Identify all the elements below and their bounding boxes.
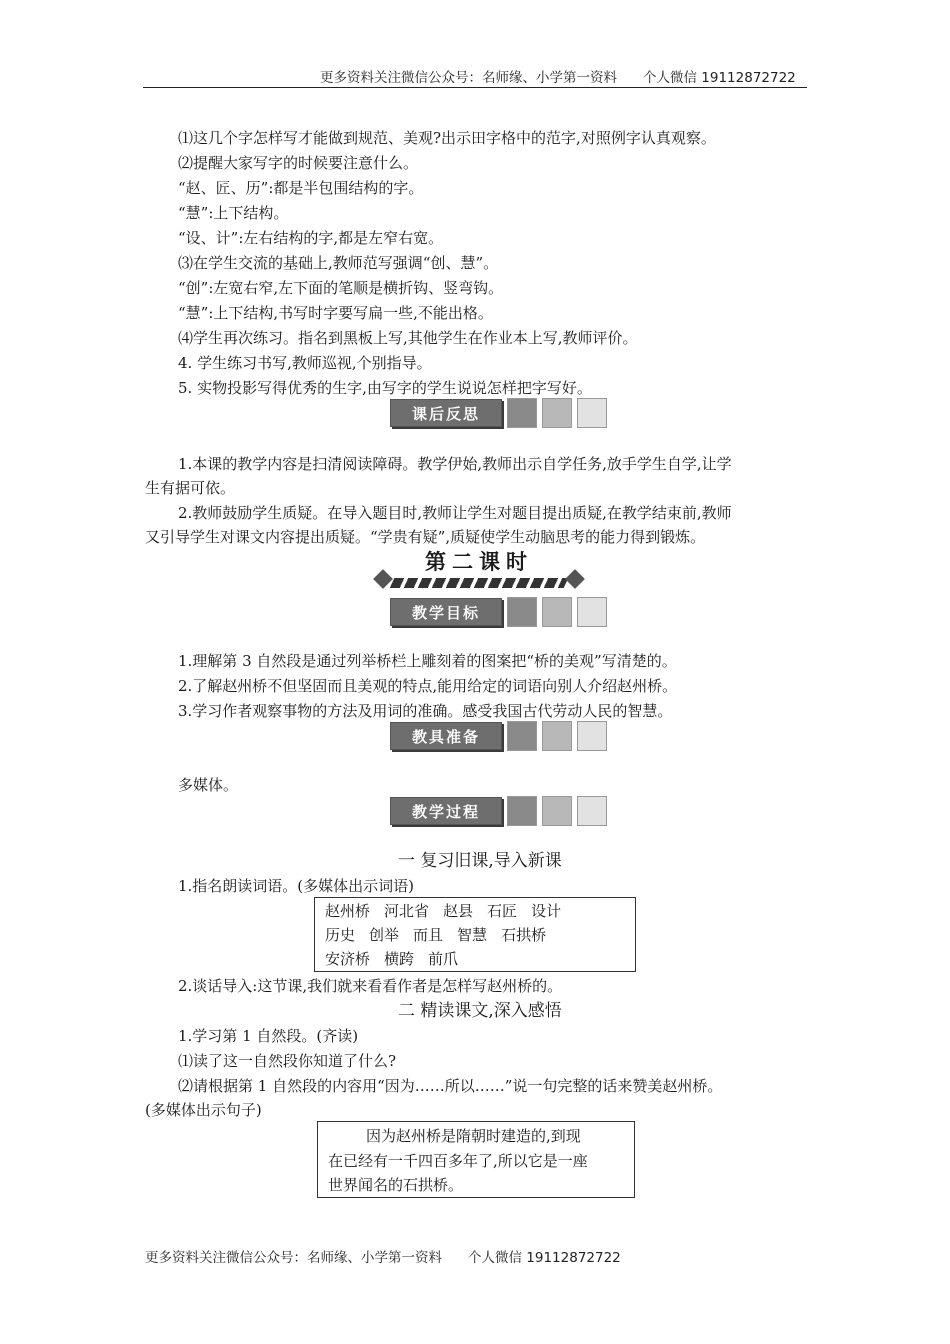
word: 历史 bbox=[325, 926, 356, 944]
text-line: 2.了解赵州桥不但坚固而且美观的特点,能用给定的词语向别人介绍赵州桥。 bbox=[178, 677, 678, 695]
word: 安济桥 bbox=[325, 950, 371, 968]
text-line: 1.学习第 1 自然段。(齐读) bbox=[178, 1027, 359, 1045]
text-line: “赵、匠、历”:都是半包围结构的字。 bbox=[178, 179, 424, 197]
word: 前爪 bbox=[428, 950, 459, 968]
text-line: ⑴这几个字怎样写才能做到规范、美观?出示田字格中的范字,对照例字认真观察。 bbox=[178, 129, 716, 147]
banner-tools bbox=[390, 721, 607, 751]
text-line: ⑴读了这一自然段你知道了什么? bbox=[178, 1052, 397, 1070]
lesson-title: 第二课时 bbox=[425, 550, 533, 574]
word: 河北省 bbox=[384, 902, 430, 920]
text-line: ⑷学生再次练习。指名到黑板上写,其他学生在作业本上写,教师评价。 bbox=[178, 329, 638, 347]
word: 设计 bbox=[531, 902, 562, 920]
word: 横跨 bbox=[384, 950, 415, 968]
banner-square bbox=[542, 721, 572, 751]
banner-square bbox=[577, 398, 607, 428]
banner-square bbox=[542, 398, 572, 428]
banner-label: 教学过程 bbox=[390, 797, 502, 825]
text-line: ⑵请根据第 1 自然段的内容用“因为……所以……”说一句完整的话来赞美赵州桥。 bbox=[178, 1077, 723, 1095]
text-line: 1.指名朗读词语。(多媒体出示词语) bbox=[178, 877, 415, 895]
text-line: “创”:左宽右窄,左下面的笔顺是横折钩、竖弯钩。 bbox=[178, 279, 504, 297]
sentence-line: 世界闻名的石拱桥。 bbox=[328, 1176, 464, 1194]
banner-square bbox=[542, 796, 572, 826]
banner-square bbox=[507, 398, 537, 428]
footer-right-text: 个人微信 19112872722 bbox=[468, 1250, 621, 1266]
header-left-text: 更多资料关注微信公众号：名师缘、小学第一资料 bbox=[320, 70, 617, 86]
word: 赵州桥 bbox=[325, 902, 371, 920]
text-line: 2.教师鼓励学生质疑。在导入题目时,教师让学生对题目提出质疑,在教学结束前,教师 bbox=[178, 504, 732, 522]
lesson-title-block bbox=[384, 546, 574, 592]
footer-left-text: 更多资料关注微信公众号：名师缘、小学第一资料 bbox=[145, 1250, 442, 1266]
word: 石匠 bbox=[487, 902, 518, 920]
text-line: ⑵提醒大家写字的时候要注意什么。 bbox=[178, 154, 419, 172]
banner-square bbox=[507, 721, 537, 751]
word: 创举 bbox=[369, 926, 400, 944]
header-rule bbox=[143, 87, 807, 88]
banner-square bbox=[577, 721, 607, 751]
banner-square bbox=[577, 796, 607, 826]
word-box bbox=[314, 897, 636, 972]
banner-reflection bbox=[390, 398, 607, 428]
page-footer bbox=[145, 1246, 621, 1266]
text-line: 生有据可依。 bbox=[145, 479, 236, 497]
dashed-bar bbox=[390, 578, 569, 588]
text-line: “慧”:上下结构,书写时字要写扁一些,不能出格。 bbox=[178, 304, 493, 322]
page-header bbox=[320, 66, 796, 86]
banner-goals bbox=[390, 597, 607, 627]
banner-square bbox=[542, 597, 572, 627]
banner-process bbox=[390, 796, 607, 826]
text-line: (多媒体出示句子) bbox=[145, 1101, 262, 1119]
text-line: 4. 学生练习书写,教师巡视,个别指导。 bbox=[178, 354, 432, 372]
header-right-text: 个人微信 19112872722 bbox=[643, 70, 796, 86]
text-line: 1.理解第 3 自然段是通过列举桥栏上雕刻着的图案把“桥的美观”写清楚的。 bbox=[178, 652, 677, 670]
word: 赵县 bbox=[443, 902, 474, 920]
word: 而且 bbox=[413, 926, 444, 944]
banner-square bbox=[507, 597, 537, 627]
text-line: 2.谈话导入:这节课,我们就来看看作者是怎样写赵州桥的。 bbox=[178, 977, 563, 995]
banner-label: 教学目标 bbox=[390, 598, 502, 626]
text-line: 多媒体。 bbox=[178, 776, 239, 794]
word: 智慧 bbox=[457, 926, 488, 944]
text-line: ⑶在学生交流的基础上,教师范写强调“创、慧”。 bbox=[178, 254, 499, 272]
banner-square bbox=[577, 597, 607, 627]
word: 石拱桥 bbox=[501, 926, 547, 944]
section-title: 二 精读课文,深入感悟 bbox=[398, 1001, 562, 1021]
word-row bbox=[325, 925, 560, 945]
banner-label: 课后反思 bbox=[390, 399, 502, 427]
banner-label: 教具准备 bbox=[390, 722, 502, 750]
sentence-line: 因为赵州桥是隋朝时建造的,到现 bbox=[366, 1127, 581, 1145]
text-line: 又引导学生对课文内容提出质疑。“学贵有疑”,质疑使学生动脑思考的能力得到锻炼。 bbox=[145, 528, 706, 546]
sentence-line: 在已经有一千四百多年了,所以它是一座 bbox=[328, 1152, 588, 1170]
banner-square bbox=[507, 796, 537, 826]
text-line: 1.本课的教学内容是扫清阅读障碍。教学伊始,教师出示自学任务,放手学生自学,让学 bbox=[178, 455, 732, 473]
text-line: “慧”:上下结构。 bbox=[178, 204, 289, 222]
section-title: 一 复习旧课,导入新课 bbox=[398, 851, 562, 871]
text-line: 5. 实物投影写得优秀的生字,由写字的学生说说怎样把字写好。 bbox=[178, 379, 592, 397]
text-line: “设、计”:左右结构的字,都是左窄右宽。 bbox=[178, 229, 444, 247]
word-row bbox=[325, 901, 575, 921]
sentence-box bbox=[317, 1121, 635, 1198]
word-row bbox=[325, 949, 472, 969]
text-line: 3.学习作者观察事物的方法及用词的准确。感受我国古代劳动人民的智慧。 bbox=[178, 702, 673, 720]
